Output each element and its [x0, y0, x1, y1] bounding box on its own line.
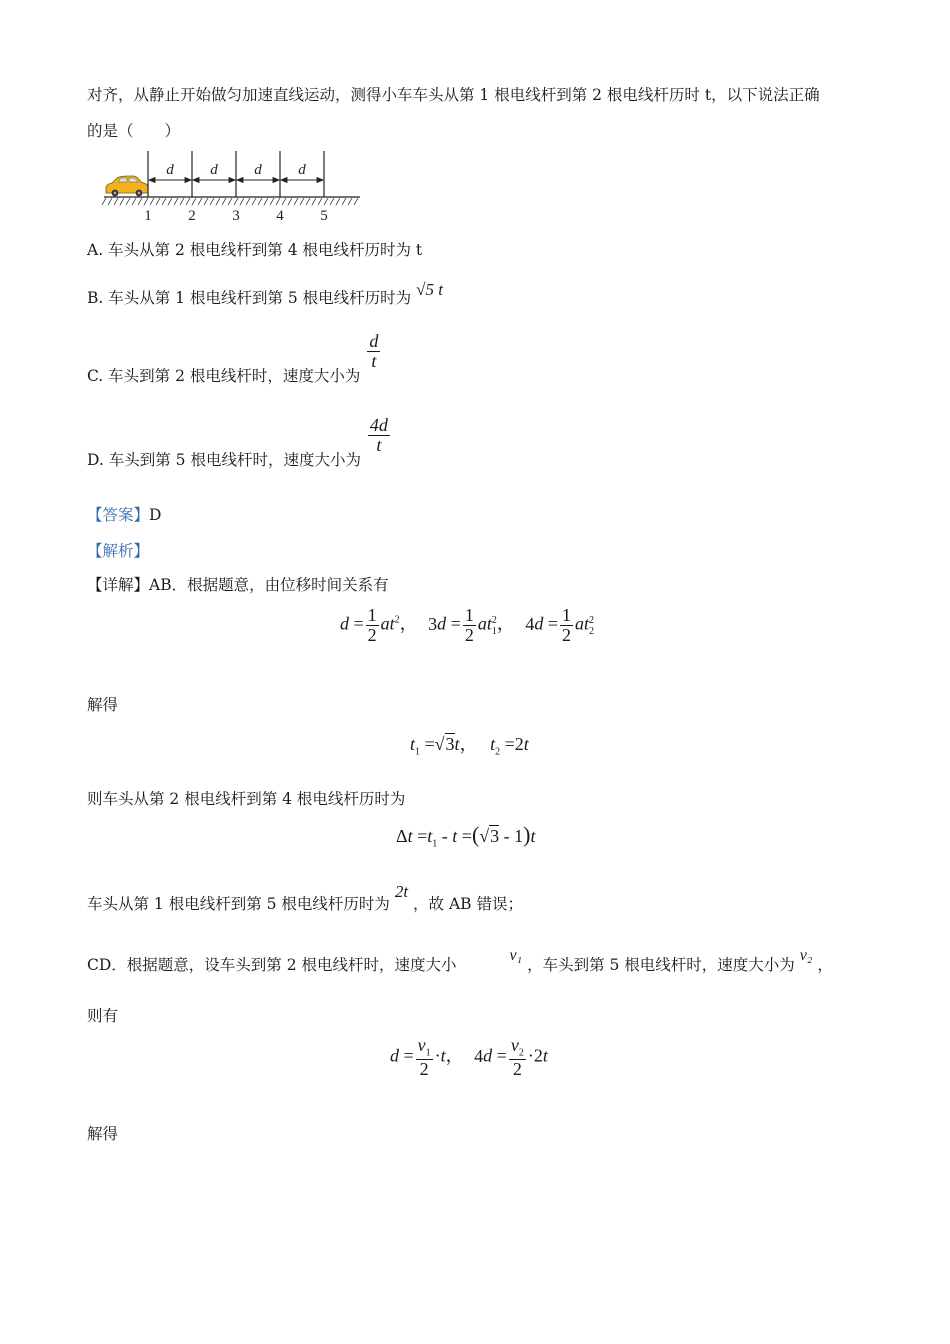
time-1-to-5-text: 车头从第 1 根电线杆到第 5 根电线杆历时为: [87, 895, 390, 913]
option-b: [87, 280, 443, 308]
d-label: d: [298, 162, 306, 178]
option-b-text: B. 车头从第 1 根电线杆到第 5 根电线杆历时为: [87, 289, 412, 307]
option-c-denominator: t: [371, 350, 377, 371]
then-have: 则有: [87, 1007, 119, 1025]
solve-label-1: 解得: [87, 696, 119, 714]
pole-label: 2: [188, 208, 196, 224]
analysis-tag: 【解析】: [87, 542, 150, 560]
car-icon: [106, 176, 148, 196]
time-1-to-5: [87, 882, 523, 914]
cd-part2: ，车头到第 5 根电线杆时，速度大小为: [527, 956, 795, 974]
d-label: d: [166, 162, 174, 178]
cd-v1: v₁: [509, 947, 523, 964]
option-d-text: D. 车头到第 5 根电线杆时，速度大小为: [87, 451, 361, 470]
pole-label: 4: [276, 208, 284, 224]
answer-tag: 【答案】: [87, 506, 150, 524]
option-d-denominator: t: [376, 434, 382, 455]
option-d-numerator: 4d: [369, 415, 388, 435]
time-1-to-5-math: 2t: [394, 882, 409, 901]
cd-part3: ，: [817, 956, 833, 974]
equation-velocity: d = $\frac{v_1}{2}$ ·t， 4d = $\frac{v_2}{2}$ ·2t: [390, 1035, 548, 1080]
answer-value: D: [149, 506, 162, 524]
cd-v2: v₂: [799, 947, 813, 964]
time-1-to-5-end: ，故 AB 错误；: [413, 895, 523, 913]
option-c: [87, 331, 382, 386]
option-c-numerator: d: [369, 331, 379, 351]
solve-label-2: 解得: [87, 1125, 119, 1143]
equation-times: $t_1 =√3t$， $t_2 =2t$: [410, 734, 529, 758]
poles-figure: [100, 148, 365, 224]
option-c-text: C. 车头到第 2 根电线杆时，速度大小为: [87, 367, 361, 386]
question-stem-line1: 对齐，从静止开始做匀加速直线运动，测得小车车头从第 1 根电线杆到第 2 根电线杆历时 t，以下说法正确: [87, 86, 820, 104]
cd-part1: CD．根据题意，设车头到第 2 根电线杆时，速度大小: [87, 956, 457, 974]
option-d: [87, 415, 392, 470]
d-label: d: [210, 162, 218, 178]
option-a: A. 车头从第 2 根电线杆到第 4 根电线杆历时为 t: [87, 241, 423, 259]
pole-label: 3: [232, 208, 240, 224]
cd-analysis: [87, 947, 833, 975]
option-b-math: √5 t: [416, 280, 443, 299]
detail-intro: 【详解】AB．根据题意，由位移时间关系有: [87, 576, 389, 594]
equation-displacement: d = $\frac{1}{2}$ $at^2$， 3d = $\frac{1}{2}$ $at_1^2$， 4d = $\frac{1}{2}$ $at_2^2$: [340, 605, 595, 645]
equation-delta-t: $\Delta t =t_1 - t =(√3 - 1)t$: [396, 822, 536, 850]
pole-label: 1: [144, 208, 152, 224]
time-2-to-4-text: 则车头从第 2 根电线杆到第 4 根电线杆历时为: [87, 790, 406, 808]
pole-label: 5: [320, 208, 328, 224]
question-stem-line2: 的是（ ）: [87, 122, 181, 140]
d-label: d: [254, 162, 262, 178]
answer-line: [87, 503, 161, 525]
